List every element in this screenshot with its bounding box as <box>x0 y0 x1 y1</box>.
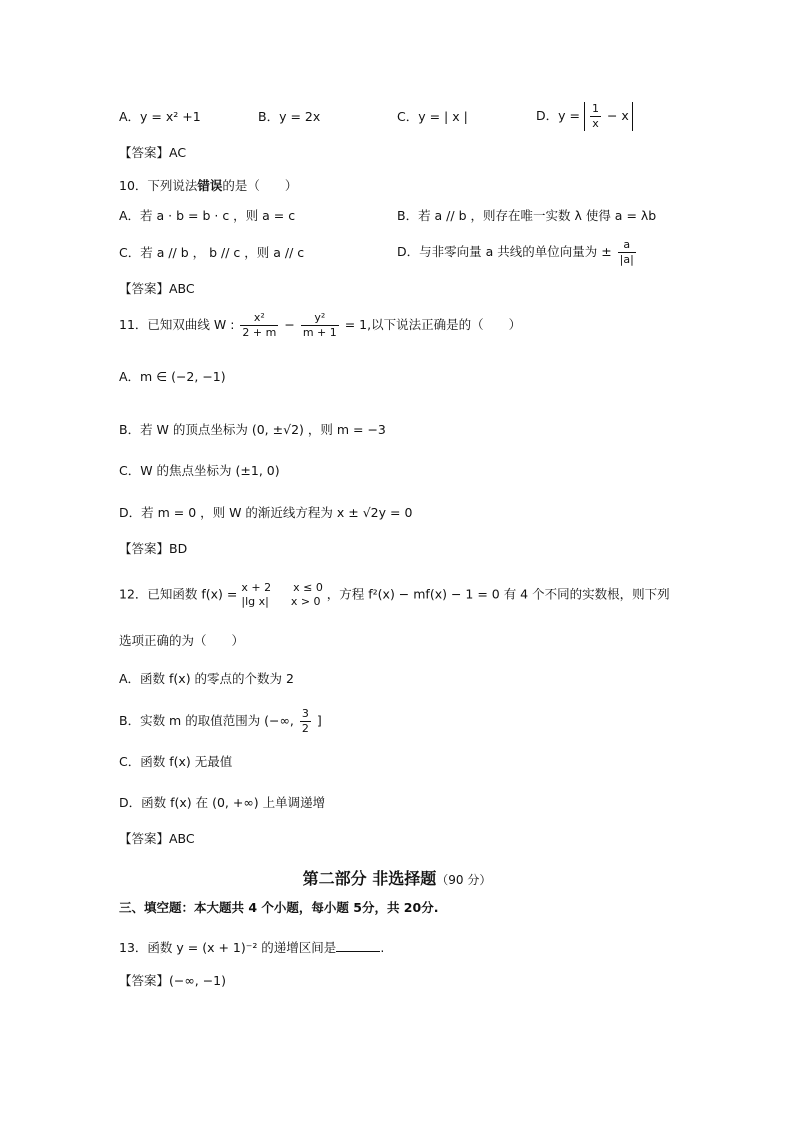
q11-option-b: B．若 W 的顶点坐标为 (0, ±√2) ，则 m = −3 <box>119 422 386 437</box>
q12-piece-1: x + 2 x ≤ 0 <box>241 581 323 594</box>
q12-stem-line2: 选项正确的为（ ） <box>119 633 245 648</box>
q9-option-d-denominator: x <box>592 117 599 130</box>
q9-option-c: C．y = | x | <box>397 109 468 124</box>
q10-stem <box>119 176 297 196</box>
q12-option-a: A．函数 f(x) 的零点的个数为 2 <box>119 671 294 686</box>
q10-stem-emphasis: 错误 <box>197 178 223 193</box>
q13-stem <box>119 938 384 958</box>
q11-answer: 【答案】BD <box>119 541 188 556</box>
q10-option-a: A．若 a · b = b · c ，则 a = c <box>119 208 296 223</box>
q12-stem-prefix: 12．已知函数 f(x) = <box>119 586 238 602</box>
q9-option-d-abs <box>584 102 633 131</box>
q10-option-d-text: D．与非零向量 a 共线的单位向量为 ± <box>397 244 612 259</box>
q13-stem-prefix: 13．函数 y = (x + 1)⁻² 的递增区间是 <box>119 940 337 955</box>
q12-answer: 【答案】ABC <box>119 831 195 846</box>
q13-stem-suffix: . <box>380 940 385 955</box>
q11-fraction-x-denominator: 2 + m <box>242 326 277 339</box>
q11-fraction-y <box>301 311 339 340</box>
q11-fraction-y-denominator: m + 1 <box>302 326 337 339</box>
q12-option-b-prefix: B．实数 m 的取值范围为 (−∞, <box>119 713 294 728</box>
q12-option-d: D．函数 f(x) 在 (0, +∞) 上单调递增 <box>119 795 326 810</box>
q12-option-b-numerator: 3 <box>301 707 309 720</box>
q12-option-b-fraction <box>300 707 311 736</box>
q10-option-b: B．若 a // b ，则存在唯一实数 λ 使得 a = λb <box>397 208 657 223</box>
q11-option-c: C．W 的焦点坐标为 (±1, 0) <box>119 463 280 478</box>
q10-stem-end: 的是（ ） <box>222 178 298 193</box>
q10-option-d-denominator: |a| <box>619 253 634 266</box>
q10-stem-start: 10．下列说法 <box>119 178 198 193</box>
q12-option-b <box>119 707 322 736</box>
q12-stem-suffix: ，方程 f²(x) − mf(x) − 1 = 0 有 4 个不同的实数根，则下列 <box>326 586 670 602</box>
q11-stem-suffix: = 1,以下说法正确是的（ ） <box>344 317 522 332</box>
q13-answer: 【答案】(−∞, −1) <box>119 973 227 988</box>
q10-answer: 【答案】ABC <box>119 281 195 296</box>
q12-stem <box>119 581 670 609</box>
q9-option-a: A．y = x² +1 <box>119 109 201 124</box>
q9-option-d-prefix: D．y = <box>536 108 580 123</box>
q10-option-d-numerator: a <box>618 238 636 253</box>
q10-option-c: C．若 a // b ， b // c ，则 a // c <box>119 245 305 260</box>
part2-title-points: （90 分） <box>436 873 492 887</box>
q10-option-d <box>397 238 638 267</box>
q9-option-d <box>536 102 633 131</box>
q11-fraction-x-numerator: x² <box>240 311 278 326</box>
q11-fraction-y-numerator: y² <box>301 311 339 326</box>
q9-option-b: B．y = 2x <box>258 109 321 124</box>
q12-option-b-suffix: ] <box>316 713 322 728</box>
q9-answer: 【答案】AC <box>119 145 187 160</box>
q12-option-b-denominator: 2 <box>301 722 309 735</box>
q12-piecewise <box>241 581 322 609</box>
q12-option-c: C．函数 f(x) 无最值 <box>119 754 233 769</box>
part2-title <box>0 866 794 889</box>
q11-option-a: A．m ∈ (−2, −1) <box>119 369 226 384</box>
q11-fraction-x <box>240 311 278 340</box>
q11-stem-prefix: 11．已知双曲线 W : <box>119 317 235 332</box>
q11-option-d: D．若 m = 0 ，则 W 的渐近线方程为 x ± √2y = 0 <box>119 505 413 520</box>
part2-title-main: 第二部分 非选择题 <box>302 869 437 888</box>
q12-piece-2: |lg x| x > 0 <box>241 595 321 608</box>
q11-minus: − <box>284 317 295 332</box>
q10-option-d-fraction <box>618 238 636 267</box>
q9-option-d-fraction <box>590 102 601 131</box>
q11-stem <box>119 311 521 340</box>
section3-heading: 三、填空题：本大题共 4 个小题，每小题 5分，共 20分. <box>119 900 439 915</box>
q9-option-d-suffix: − x <box>606 108 629 123</box>
q13-answer-blank <box>336 939 380 952</box>
q9-option-d-numerator: 1 <box>591 102 599 115</box>
